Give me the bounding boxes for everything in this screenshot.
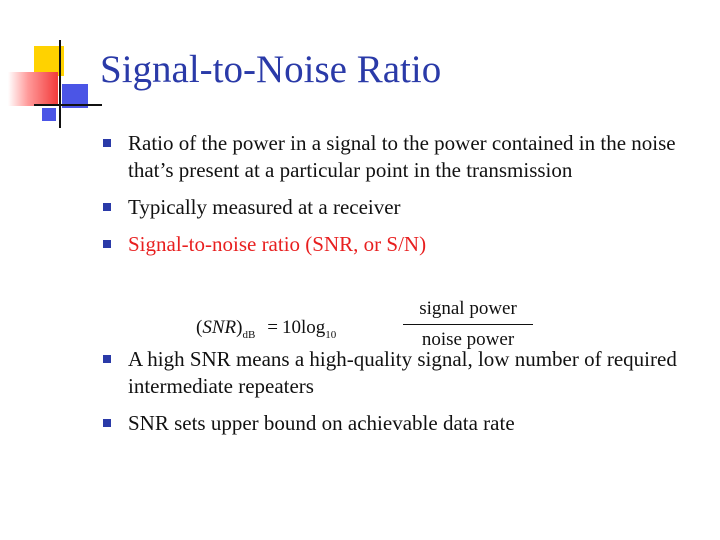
bullet-text: A high SNR means a high-quality signal, low number of required intermediate repeaters <box>128 347 677 398</box>
formula-numerator: signal power <box>419 298 517 319</box>
formula-equals: = <box>267 317 278 338</box>
logo <box>0 0 110 135</box>
formula-log-base: 10 <box>325 329 337 341</box>
fraction-bar <box>403 324 533 325</box>
formula-log: 10log <box>282 317 326 338</box>
bullet-item <box>102 346 702 400</box>
bullet-text: Ratio of the power in a signal to the power contained in the noise that’s present at a particular point in the transmission <box>128 131 676 182</box>
bullet-text: SNR sets upper bound on achievable data rate <box>128 411 515 435</box>
bullet-marker-icon <box>103 240 111 248</box>
formula-denominator: noise power <box>421 329 515 350</box>
bullet-item <box>102 194 702 221</box>
formula-db-subscript: dB <box>242 329 256 341</box>
bullet-marker-icon <box>103 419 111 427</box>
slide-title: Signal-to-Noise Ratio <box>100 48 442 91</box>
bullet-item <box>102 130 702 184</box>
logo-small-blue-square <box>42 108 56 121</box>
formula-snr: SNR <box>202 317 237 338</box>
logo-vertical-line <box>59 40 61 128</box>
bullet-item <box>102 410 702 437</box>
logo-horizontal-line <box>34 104 102 106</box>
formula-fraction <box>403 296 533 353</box>
formula-close-paren: ) <box>236 317 243 338</box>
bullet-text: Signal-to-noise ratio (SNR, or S/N) <box>128 232 427 256</box>
formula-lhs <box>196 317 336 339</box>
formula-open-paren: ( <box>196 317 203 338</box>
logo-red-square <box>8 72 58 106</box>
bullet-marker-icon <box>103 139 111 147</box>
bullet-list <box>102 130 702 447</box>
bullet-item-highlight <box>102 231 702 258</box>
bullet-text: Typically measured at a receiver <box>128 195 401 219</box>
bullet-marker-icon <box>103 355 111 363</box>
bullet-marker-icon <box>103 203 111 211</box>
